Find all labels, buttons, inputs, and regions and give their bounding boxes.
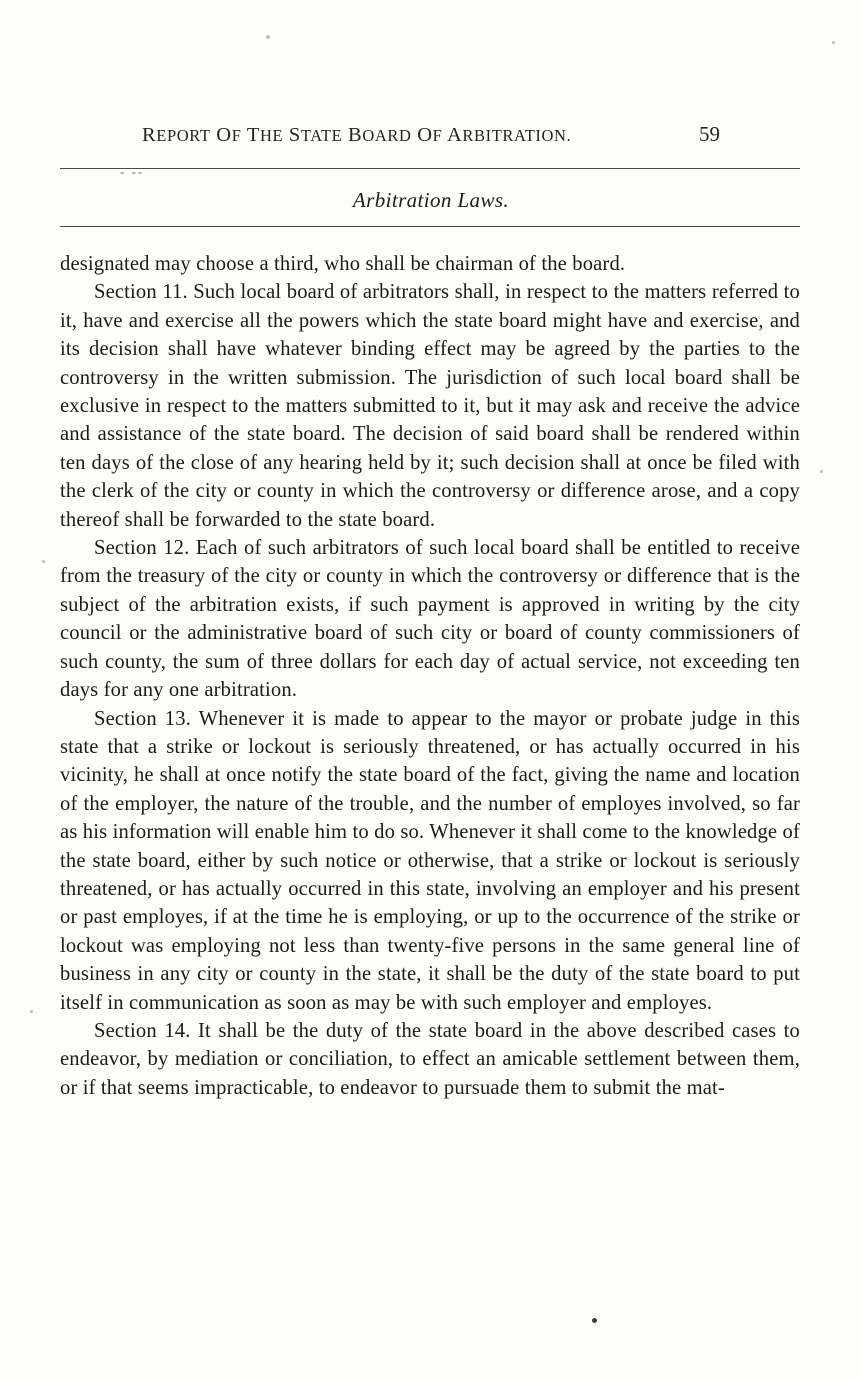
paragraph-section-12: Section 12. Each of such arbitrators of such local board shall be entitled to receive from the treasury of the city or county in which the controversy or difference that is the subject of the arbitration exists, if such payment is approved in writing by the city council or the administrative board of such city or board of county commissioners of such county, the sum of three dollars for each day of actual service, not exceeding ten days for any one arbitration. xyxy=(60,537,800,702)
running-head: REPORT OF THE STATE BOARD OF ARBITRATION. xyxy=(142,124,572,146)
scan-speck xyxy=(42,560,45,563)
page-number: 59 xyxy=(699,122,720,146)
scan-speck xyxy=(30,1010,33,1013)
paragraph-section-13: Section 13. Whenever it is made to appear to the mayor or probate judge in this state that a strike or lockout is seriously threatened, or has actually occurred in his vicinity, he shall at once notify the state board of the fact, giving the name and location of the employer, the nature of the trouble, and the number of employes involved, so far as his information will enable him to do so. Whenever it shall come to the knowledge of the state board, either by such notice or otherwise, that a strike or lockout is seriously threatened, or has actually occurred in this state, involving an employer and his present or past employes, if at the time he is employing, or up to the occurrence of the strike or lockout was employing not less than twenty-five persons in the same general line of business in any city or county in the state, it shall be the duty of the state board to put itself in communication as soon as may be with such employer and employes. xyxy=(60,707,800,1014)
paragraph-section-11: Section 11. Such local board of arbitrators shall, in respect to the matters referred to it, have and exercise all the powers which the state board might have and exercise, and its decision shall have whatever binding effect may be agreed by the parties to the controversy in the written submission. The jurisdiction of such local board shall be exclusive in respect to the matters submitted to it, but it may ask and receive the advice and assistance of the state board. The decision of said board shall be rendered within ten days of the close of any hearing held by it; such decision shall at once be filed with the clerk of the city or county in which the controversy or difference arose, and a copy thereof shall be forwarded to the state board. xyxy=(60,281,800,531)
scan-speck xyxy=(820,470,823,473)
header-rule-top xyxy=(60,168,800,169)
body-text xyxy=(60,250,800,1102)
page-subtitle: Arbitration Laws. xyxy=(352,188,510,212)
page-footer-mark xyxy=(592,1318,597,1323)
header-rule-bottom xyxy=(60,226,800,227)
page-header xyxy=(142,122,720,147)
paragraph-section-14: Section 14. It shall be the duty of the state board in the above described cases to endeavor, by mediation or conciliation, to effect an amicable settlement between them, or if that seems impracticable, to endeavor to pursuade them to submit the mat- xyxy=(60,1019,800,1099)
header-rule-artifact: - -- xyxy=(120,164,145,179)
scan-speck xyxy=(832,41,835,44)
scan-speck xyxy=(266,35,270,39)
paragraph-continued: designated may choose a third, who shall be chairman of the board. xyxy=(60,253,626,275)
